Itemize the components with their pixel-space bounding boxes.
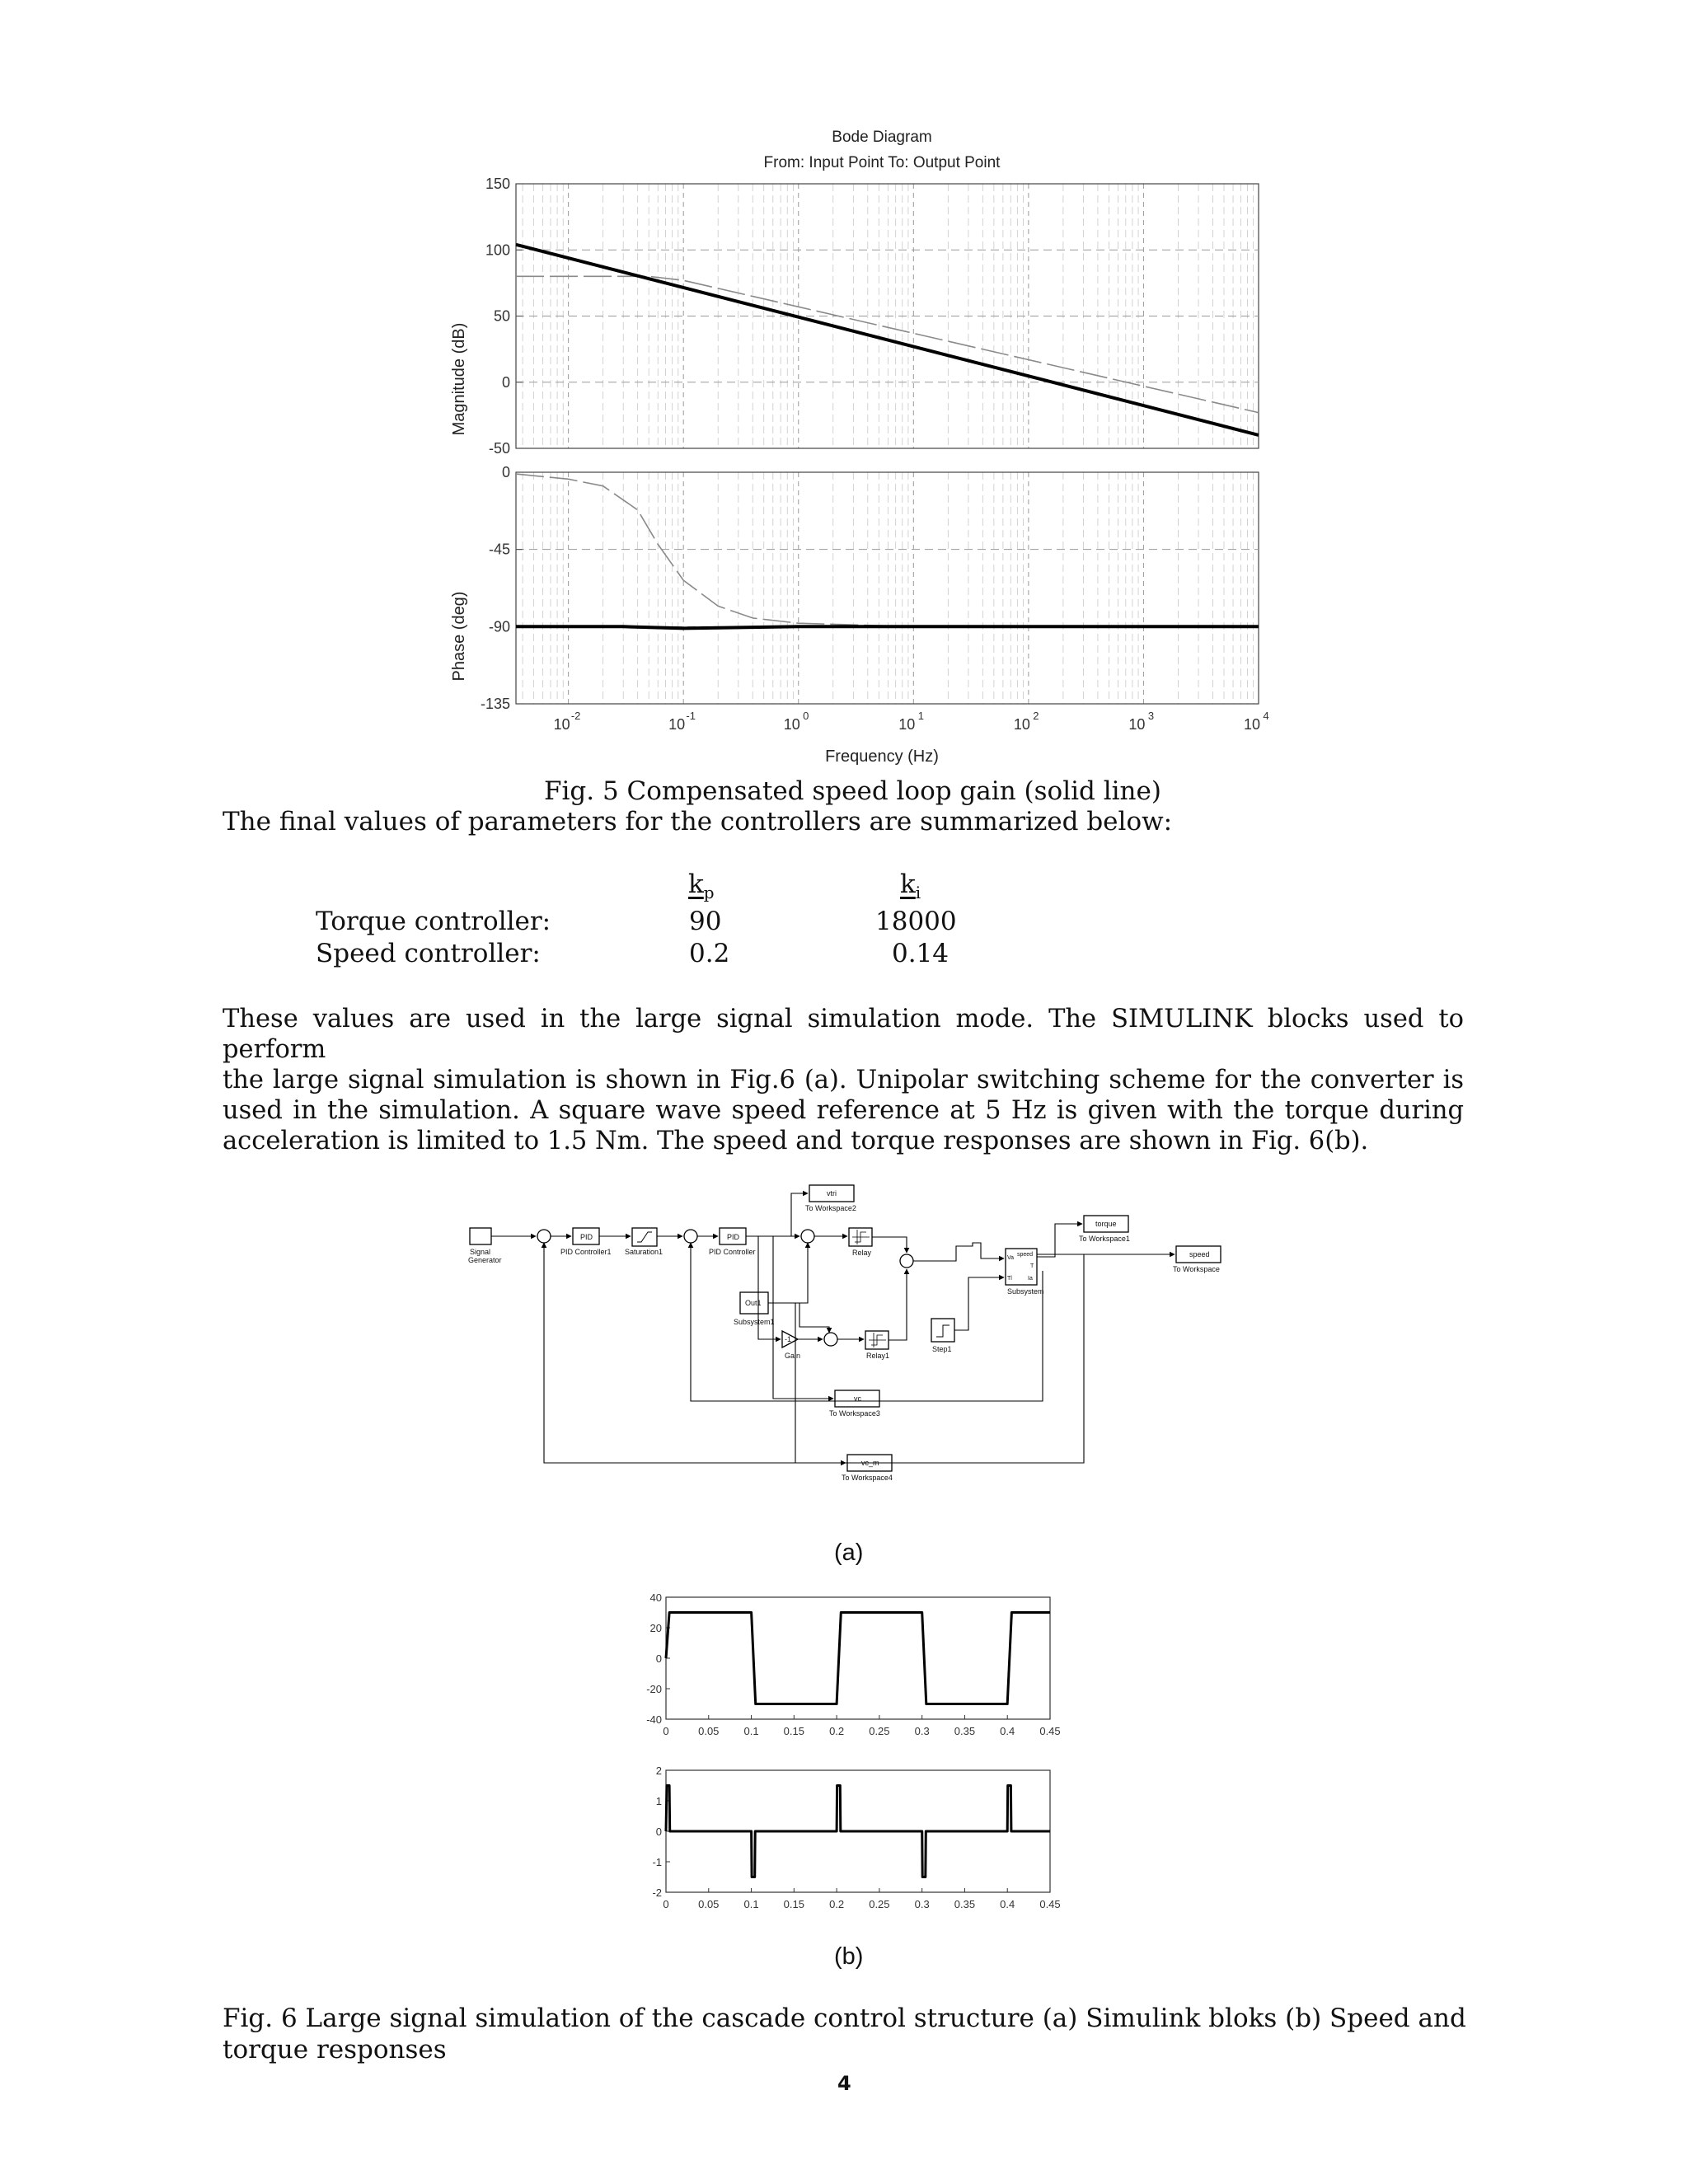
phase-tick-label: -90 [488,618,510,635]
speed-response-y-tick-label: -40 [646,1713,662,1726]
torque-controller-ki: 18000 [875,907,957,936]
speed-response-x-tick-label: 0.1 [743,1725,759,1737]
speed-controller-kp: 0.2 [689,939,730,968]
signal-generator-label-1: Signal [470,1248,491,1256]
relay-label: Relay [852,1249,872,1257]
torque-response-x-tick-label: 0.1 [743,1898,759,1910]
bode-title: Bode Diagram [832,129,932,146]
speed-response-y-tick-label: 20 [649,1622,662,1634]
frequency-tick-exponent: 3 [1147,710,1155,722]
bode-subtitle: From: Input Point To: Output Point [763,154,1001,171]
phase-compensated-line [516,626,1259,628]
speed-response-x-tick-label: 0 [663,1725,669,1737]
torque-controller-kp: 90 [689,907,722,936]
speed-response-x-tick-label: 0.2 [829,1725,845,1737]
to-workspace3-label: To Workspace3 [829,1409,880,1418]
speed-response-x-tick-label: 0.15 [783,1725,804,1737]
relay1-label: Relay1 [866,1352,890,1360]
vtri-text: vtri [827,1189,837,1197]
magnitude-tick-label: 0 [501,373,510,391]
saturation1-label: Saturation1 [625,1248,663,1256]
phase-axis-label: Phase (deg) [450,591,468,682]
bode-plot-svg [429,124,1269,783]
paragraph-line: used in the simulation. A square wave speed reference at 5 Hz is given with the torque during [223,1096,1464,1125]
magnitude-tick-label: 50 [493,307,510,325]
magnitude-compensated-line [516,245,1259,435]
simulink-svg [445,1170,1236,1500]
torque-response-series-line [666,1786,1050,1877]
speed-response-x-tick-label: 0.25 [869,1725,890,1737]
frequency-tick-exponent: -2 [570,710,581,722]
gain-label: Gain [785,1352,801,1360]
intro-sentence: The final values of parameters for the controllers are summarized below: [223,807,1173,837]
speed-response-x-tick-label: 0.4 [1000,1725,1015,1737]
frequency-tick-label: 10 [783,716,800,733]
paragraph-line: These values are used in the large signal simulation mode. The SIMULINK blocks used to perform [223,1005,1464,1064]
speed-controller-label: Speed controller: [316,939,541,968]
phase-tick-label: 0 [501,464,510,480]
speed-response-x-tick-label: 0.45 [1039,1725,1061,1737]
frequency-tick-exponent: -1 [686,710,696,722]
subsystem-tl-port: Tl [1007,1276,1012,1282]
kp-symbol: k [688,869,704,899]
ki-symbol: k [900,869,916,899]
sum2-block[interactable] [684,1230,697,1243]
paragraph-line: the large signal simulation is shown in Fig.6 (a). Unipolar switching scheme for the converter is [223,1066,1464,1094]
page-number: 4 [837,2072,851,2095]
simulink-diagram [445,1170,1236,1500]
subsystem-t-port: T [1030,1263,1034,1269]
sum5-block[interactable] [824,1333,837,1346]
ki-header [900,869,921,902]
torque-response-x-tick-label: 0 [663,1898,669,1910]
speed-controller-ki: 0.14 [892,939,950,968]
frequency-tick-exponent: 2 [1033,710,1039,722]
torque-text: torque [1095,1220,1117,1228]
signal-generator-label-2: Generator [468,1256,502,1264]
torque-response-y-tick-label: 0 [655,1825,662,1838]
frequency-tick-label: 10 [1128,716,1146,733]
magnitude-tick-label: -50 [488,440,510,457]
ki-subscript: i [915,883,921,903]
torque-response-x-tick-label: 0.3 [914,1898,930,1910]
signal-generator-block[interactable] [470,1228,491,1244]
sum3-block[interactable] [801,1230,814,1243]
speed-response-y-tick-label: 0 [655,1652,662,1665]
torque-response-x-tick-label: 0.2 [829,1898,845,1910]
phase-tick-label: -45 [488,541,510,558]
frequency-tick-label: 10 [898,716,916,733]
subsystem-speed-port: speed [1017,1252,1034,1258]
gain-text: -1 [785,1335,792,1343]
sum4-block[interactable] [900,1254,913,1268]
speed-response-x-tick-label: 0.35 [954,1725,976,1737]
fig6-caption-line2: torque responses [223,2035,447,2064]
subsystem-va-port: Va [1007,1255,1015,1261]
torque-response-x-tick-label: 0.4 [1000,1898,1015,1910]
torque-response-y-tick-label: -1 [652,1856,662,1868]
to-workspace-label: To Workspace [1173,1265,1220,1273]
frequency-axis-label: Frequency (Hz) [825,748,939,766]
speed-response-y-tick-label: 40 [649,1591,662,1604]
step1-label: Step1 [932,1345,952,1353]
speed-response-axes-frame [666,1597,1050,1719]
subsystem-ia-port: Ia [1028,1276,1033,1282]
kp-subscript: p [703,883,715,903]
pid-text: PID [727,1233,740,1241]
pid-controller-label: PID Controller [709,1248,756,1256]
torque-response-x-tick-label: 0.25 [869,1898,890,1910]
frequency-tick-label: 10 [1013,716,1030,733]
subsystem-label: Subsystem [1007,1287,1044,1296]
paragraph-line: acceleration is limited to 1.5 Nm. The speed and torque responses are shown in Fig. 6(b). [223,1127,1369,1155]
vc-text: vc [854,1394,861,1403]
magnitude-tick-label: 150 [485,176,510,192]
speed-response-y-tick-label: -20 [646,1683,662,1695]
magnitude-tick-label: 100 [485,241,510,259]
torque-response-y-tick-label: 2 [655,1765,662,1777]
to-workspace4-label: To Workspace4 [842,1474,893,1482]
frequency-tick-exponent: 4 [1263,710,1269,722]
pid1-text: PID [580,1233,593,1241]
bode-diagram-figure [429,124,1269,783]
label-a: (a) [834,1540,864,1566]
label-b: (b) [834,1943,864,1970]
torque-response-x-tick-label: 0.05 [698,1898,720,1910]
frequency-tick-label: 10 [668,716,686,733]
vc-m-text: vc_m [861,1459,879,1467]
torque-response-x-tick-label: 0.45 [1039,1898,1061,1910]
torque-response-plot [626,1755,1071,1920]
speed-text: speed [1189,1250,1210,1258]
torque-response-y-tick-label: 1 [655,1795,662,1807]
speed-response-series-line [666,1613,1050,1704]
frequency-tick-label: 10 [553,716,570,733]
subsystem1-label: Subsystem1 [734,1318,775,1326]
phase-axes-frame [516,472,1259,704]
frequency-tick-exponent: 1 [917,710,924,722]
pid-controller1-label: PID Controller1 [560,1248,612,1256]
fig6-caption-line1: Fig. 6 Large signal simulation of the cascade control structure (a) Simulink bloks (b) Speed and [223,2004,1466,2033]
frequency-tick-label: 10 [1243,716,1261,733]
speed-response-plot [626,1582,1071,1747]
out1-text: Out1 [745,1299,762,1307]
torque-response-x-tick-label: 0.15 [783,1898,804,1910]
torque-controller-label: Torque controller: [316,907,551,936]
fig5-caption: Fig. 5 Compensated speed loop gain (solid line) [544,776,1161,806]
magnitude-uncompensated-line [516,276,1259,412]
frequency-tick-exponent: 0 [803,710,809,722]
to-workspace1-label: To Workspace1 [1079,1235,1130,1243]
torque-response-y-tick-label: -2 [652,1886,662,1899]
phase-uncompensated-line [516,474,1259,626]
kp-header [688,869,715,902]
sum1-block[interactable] [537,1230,551,1243]
speed-response-x-tick-label: 0.3 [914,1725,930,1737]
to-workspace2-label: To Workspace2 [805,1204,856,1212]
body-paragraph [223,1004,1464,1156]
fig6-caption [223,2003,1464,2065]
speed-response-x-tick-label: 0.05 [698,1725,720,1737]
torque-response-svg [626,1755,1071,1920]
phase-tick-label: -135 [480,696,510,712]
torque-response-x-tick-label: 0.35 [954,1898,976,1910]
magnitude-axis-label: Magnitude (dB) [450,322,468,436]
speed-response-svg [626,1582,1071,1747]
